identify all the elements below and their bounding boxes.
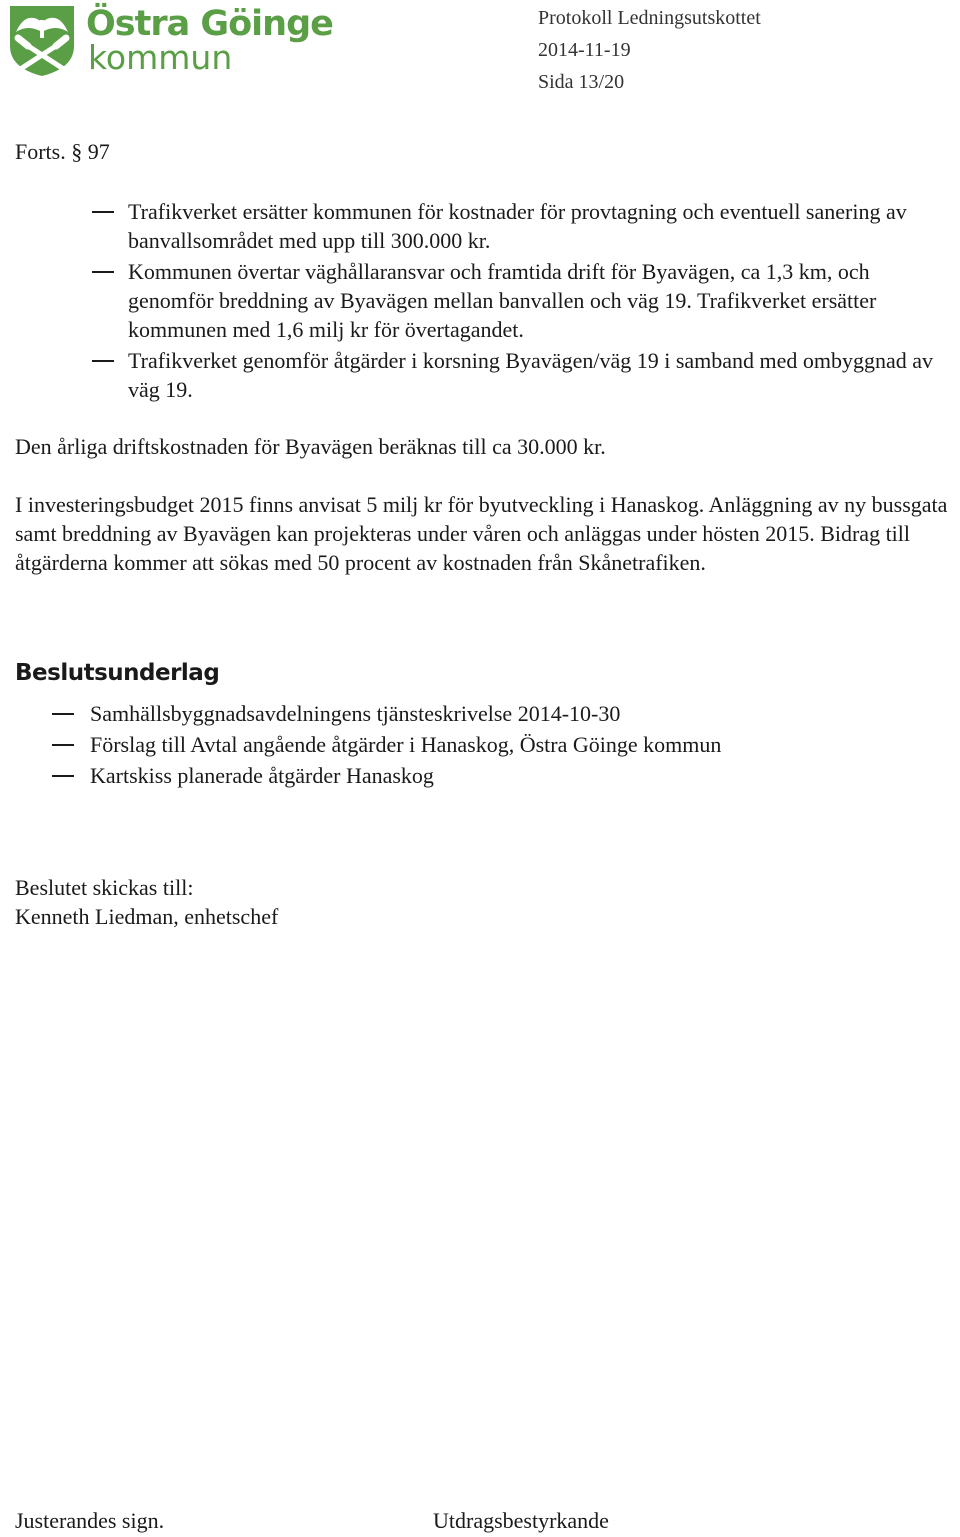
operating-cost-paragraph: Den årliga driftskostnaden för Byavägen beräknas till ca 30.000 kr. [15, 434, 606, 459]
basis-list [52, 698, 721, 791]
municipality-logo [6, 2, 333, 80]
signature-label: Justerandes sign. [15, 1508, 165, 1533]
list-item: Förslag till Avtal angående åtgärder i Hanaskog, Östra Göinge kommun [52, 729, 721, 760]
dash-bullet-icon [52, 775, 74, 777]
dash-bullet-icon [52, 744, 74, 746]
sent-to-label: Beslutet skickas till: [15, 875, 194, 900]
continuation-label: Forts. § 97 [15, 139, 110, 164]
list-item: Trafikverket genomför åtgärder i korsning Byavägen/väg 19 i samband med ombyggnad av väg 19. [90, 346, 952, 404]
dash-bullet-icon [92, 360, 114, 362]
agreement-list [90, 197, 952, 406]
recipient: Kenneth Liedman, enhetschef [15, 904, 279, 929]
dash-bullet-icon [92, 211, 114, 213]
document-date: 2014-11-19 [538, 39, 631, 61]
coat-of-arms-icon [6, 2, 78, 78]
list-item: Kommunen övertar väghållaransvar och framtida drift för Byavägen, ca 1,3 km, och genomför breddning av Byavägen mellan banvallen och väg 19. Trafikverket ersätter kommunen med 1,6 milj kr för övertagandet. [90, 257, 952, 344]
list-item: Kartskiss planerade åtgärder Hanaskog [52, 760, 721, 791]
list-item: Samhällsbyggnadsavdelningens tjänsteskrivelse 2014-10-30 [52, 698, 721, 729]
document-title: Protokoll Ledningsutskottet [538, 7, 761, 29]
logo-name: Östra Göinge [86, 4, 333, 44]
section-heading: Beslutsunderlag [15, 660, 220, 686]
list-item: Trafikverket ersätter kommunen för kostnader för provtagning och eventuell sanering av banvallsområdet med upp till 300.000 kr. [90, 197, 952, 255]
dash-bullet-icon [92, 271, 114, 273]
document-meta [538, 2, 761, 98]
investment-paragraph: I investeringsbudget 2015 finns anvisat 5 milj kr för byutveckling i Hanaskog. Anläggning av ny bussgata samt breddning av Byavägen kan projekteras under våren och anläggas under hösten 2015. Bidrag till åtgärderna kommer att sökas med 50 procent av kostnaden från Skånetrafiken. [15, 492, 948, 575]
certification-label: Utdragsbestyrkande [433, 1508, 609, 1533]
logo-subtitle: kommun [88, 38, 233, 77]
dash-bullet-icon [52, 713, 74, 715]
page-number: Sida 13/20 [538, 71, 625, 93]
